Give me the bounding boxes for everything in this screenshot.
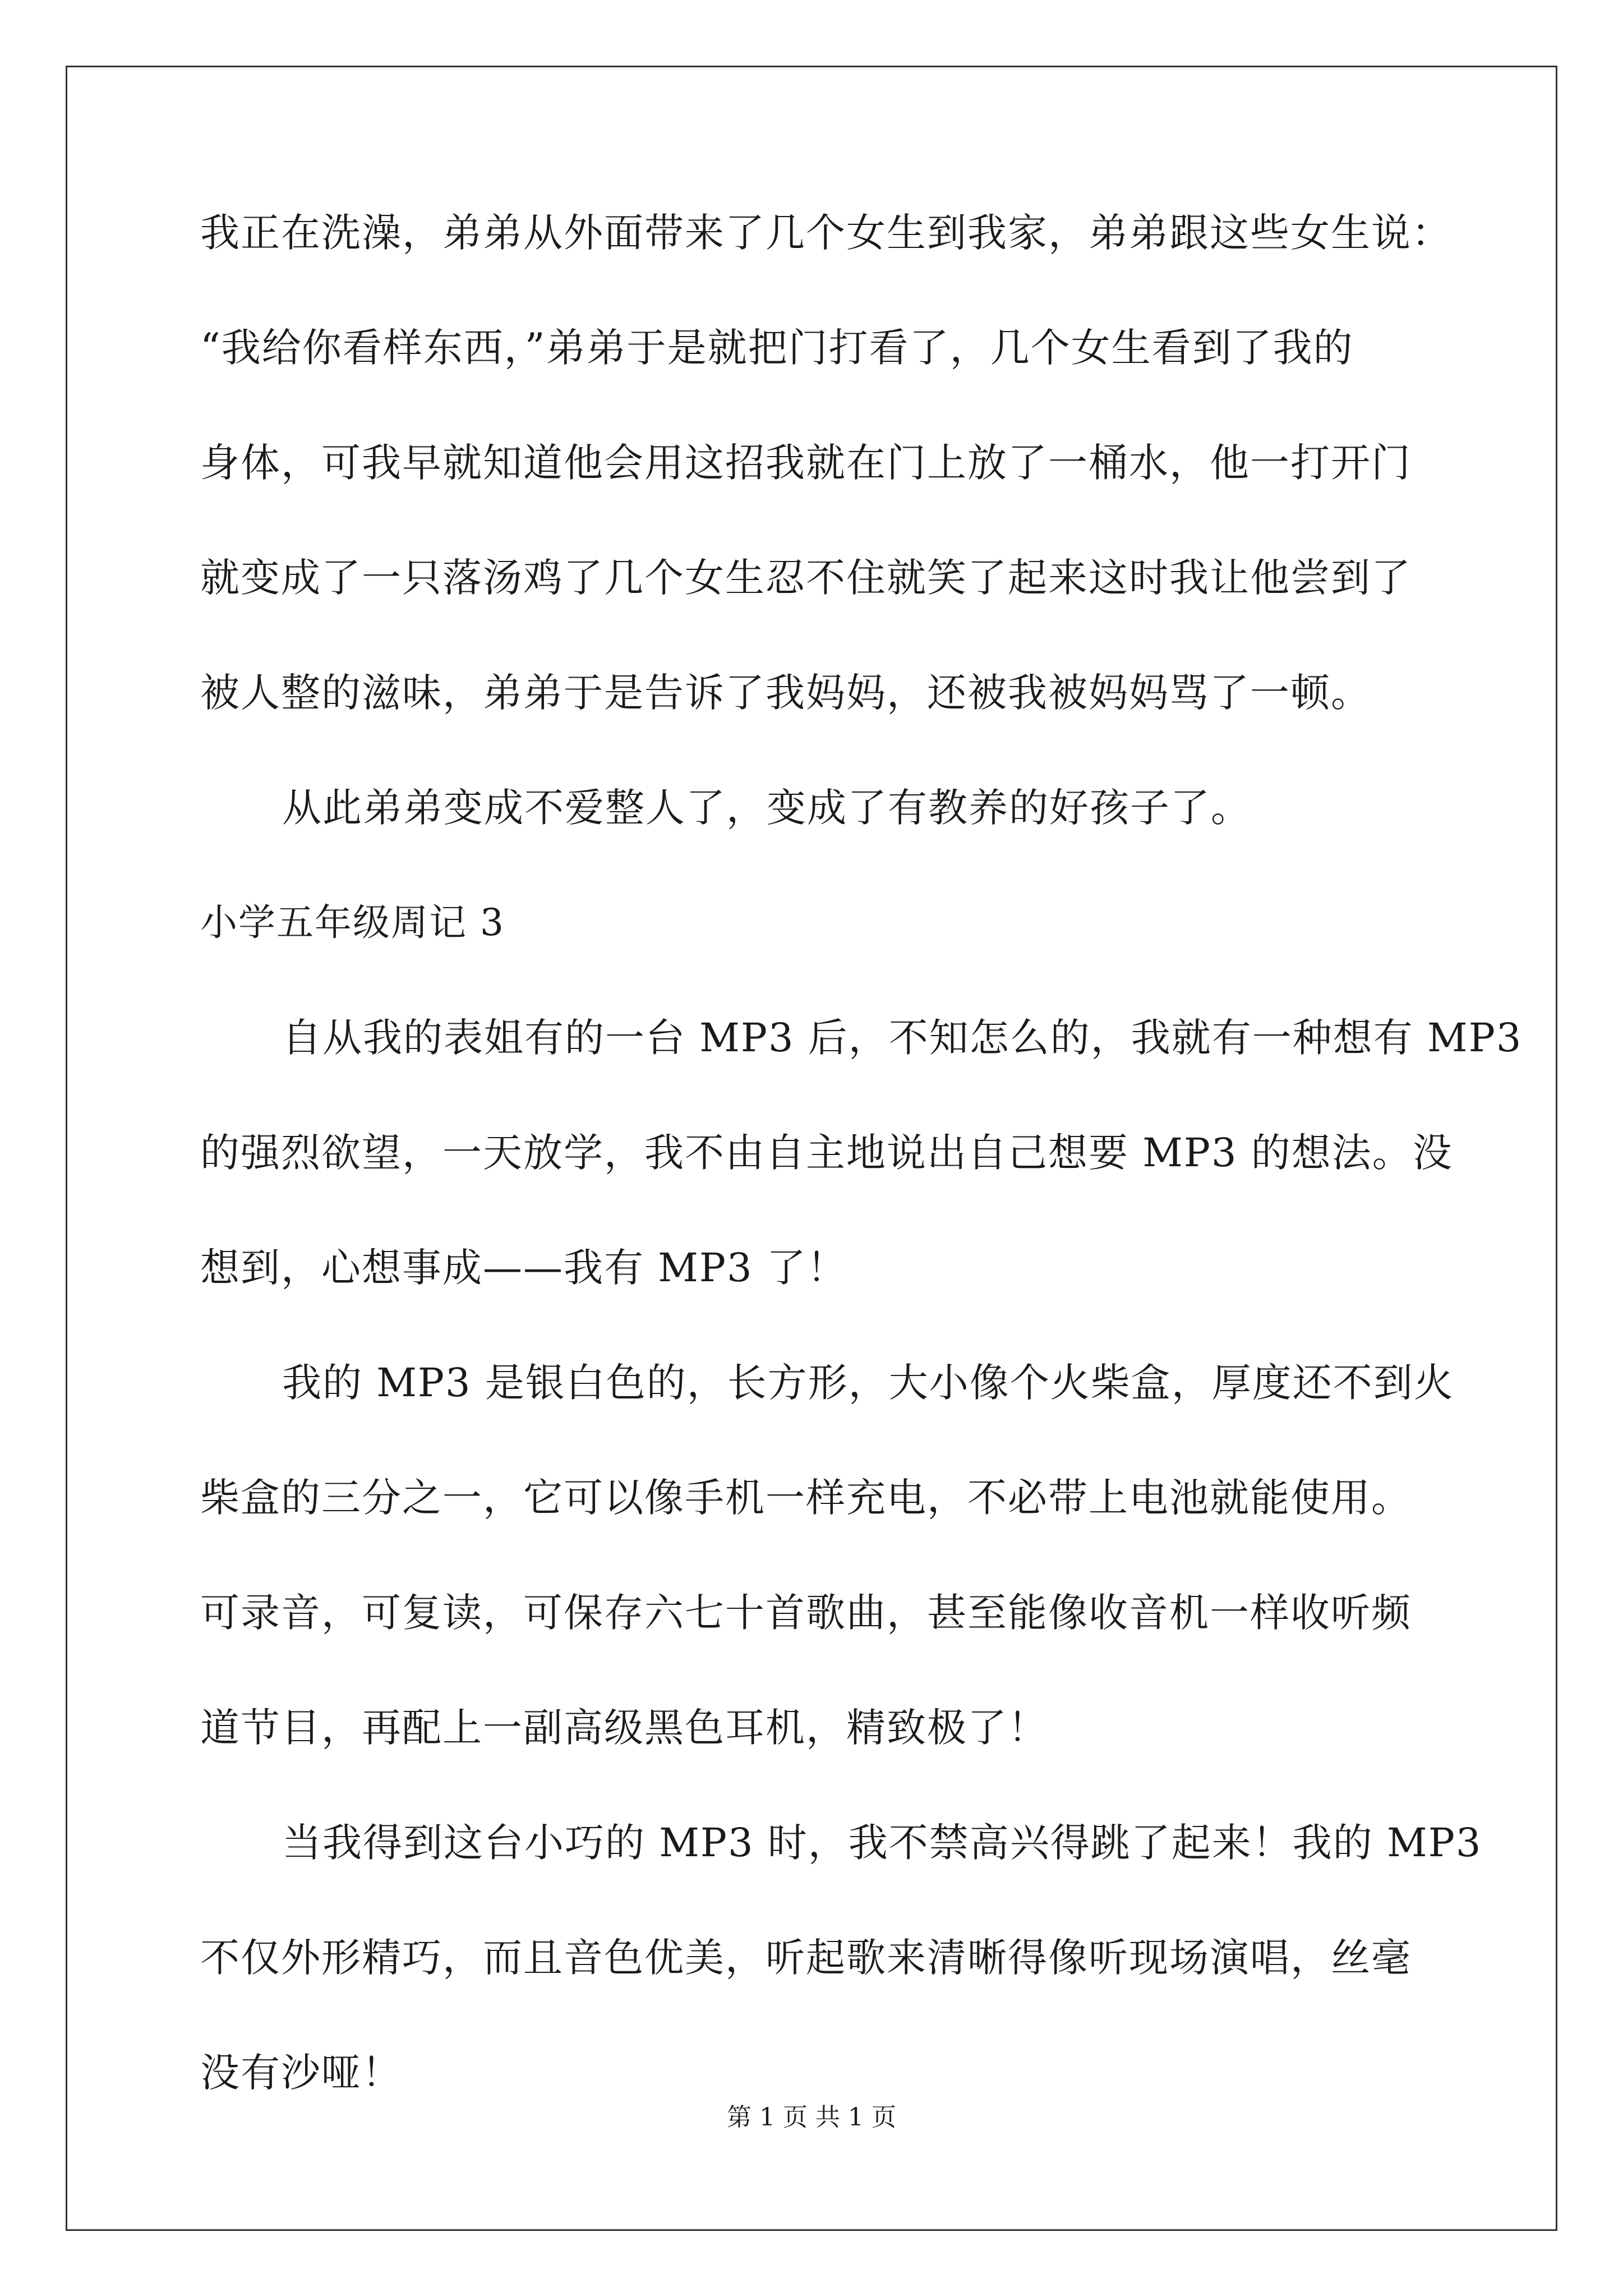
text-line: 被人整的滋味，弟弟于是告诉了我妈妈，还被我被妈妈骂了一顿。 bbox=[200, 670, 1371, 716]
text-line: 自从我的表姐有的一台 MP3 后，不知怎么的，我就有一种想有 MP3 bbox=[282, 1015, 1523, 1061]
text-line: 想到，心想事成——我有 MP3 了！ bbox=[200, 1245, 847, 1291]
text-line: 从此弟弟变成不爱整人了，变成了有教养的好孩子了。 bbox=[282, 785, 1251, 831]
text-line: “我给你看样东西，”弟弟于是就把门打看了，几个女生看到了我的 bbox=[200, 325, 1354, 371]
section-heading: 小学五年级周记 3 bbox=[200, 901, 505, 944]
text-line: 我正在洗澡，弟弟从外面带来了几个女生到我家，弟弟跟这些女生说： bbox=[200, 210, 1452, 256]
text-line: 道节目，再配上一副高级黑色耳机，精致极了！ bbox=[200, 1705, 1048, 1751]
text-line: 柴盒的三分之一，它可以像手机一样充电，不必带上电池就能使用。 bbox=[200, 1475, 1412, 1521]
text-line: 当我得到这台小巧的 MP3 时，我不禁高兴得跳了起来！我的 MP3 bbox=[282, 1820, 1482, 1866]
text-line: 不仅外形精巧，而且音色优美，听起歌来清晰得像听现场演唱，丝毫 bbox=[200, 1935, 1412, 1981]
text-line: 身体，可我早就知道他会用这招我就在门上放了一桶水，他一打开门 bbox=[200, 440, 1412, 486]
text-line: 没有沙哑！ bbox=[200, 2050, 402, 2096]
text-line: 就变成了一只落汤鸡了几个女生忍不住就笑了起来这时我让他尝到了 bbox=[200, 555, 1412, 601]
text-line: 我的 MP3 是银白色的，长方形，大小像个火柴盒，厚度还不到火 bbox=[282, 1360, 1454, 1406]
page-number-footer: 第 1 页 共 1 页 bbox=[727, 2103, 896, 2132]
text-line: 的强烈欲望，一天放学，我不由自主地说出自己想要 MP3 的想法。没 bbox=[200, 1130, 1453, 1176]
text-line: 可录音，可复读，可保存六七十首歌曲，甚至能像收音机一样收听频 bbox=[200, 1590, 1412, 1636]
